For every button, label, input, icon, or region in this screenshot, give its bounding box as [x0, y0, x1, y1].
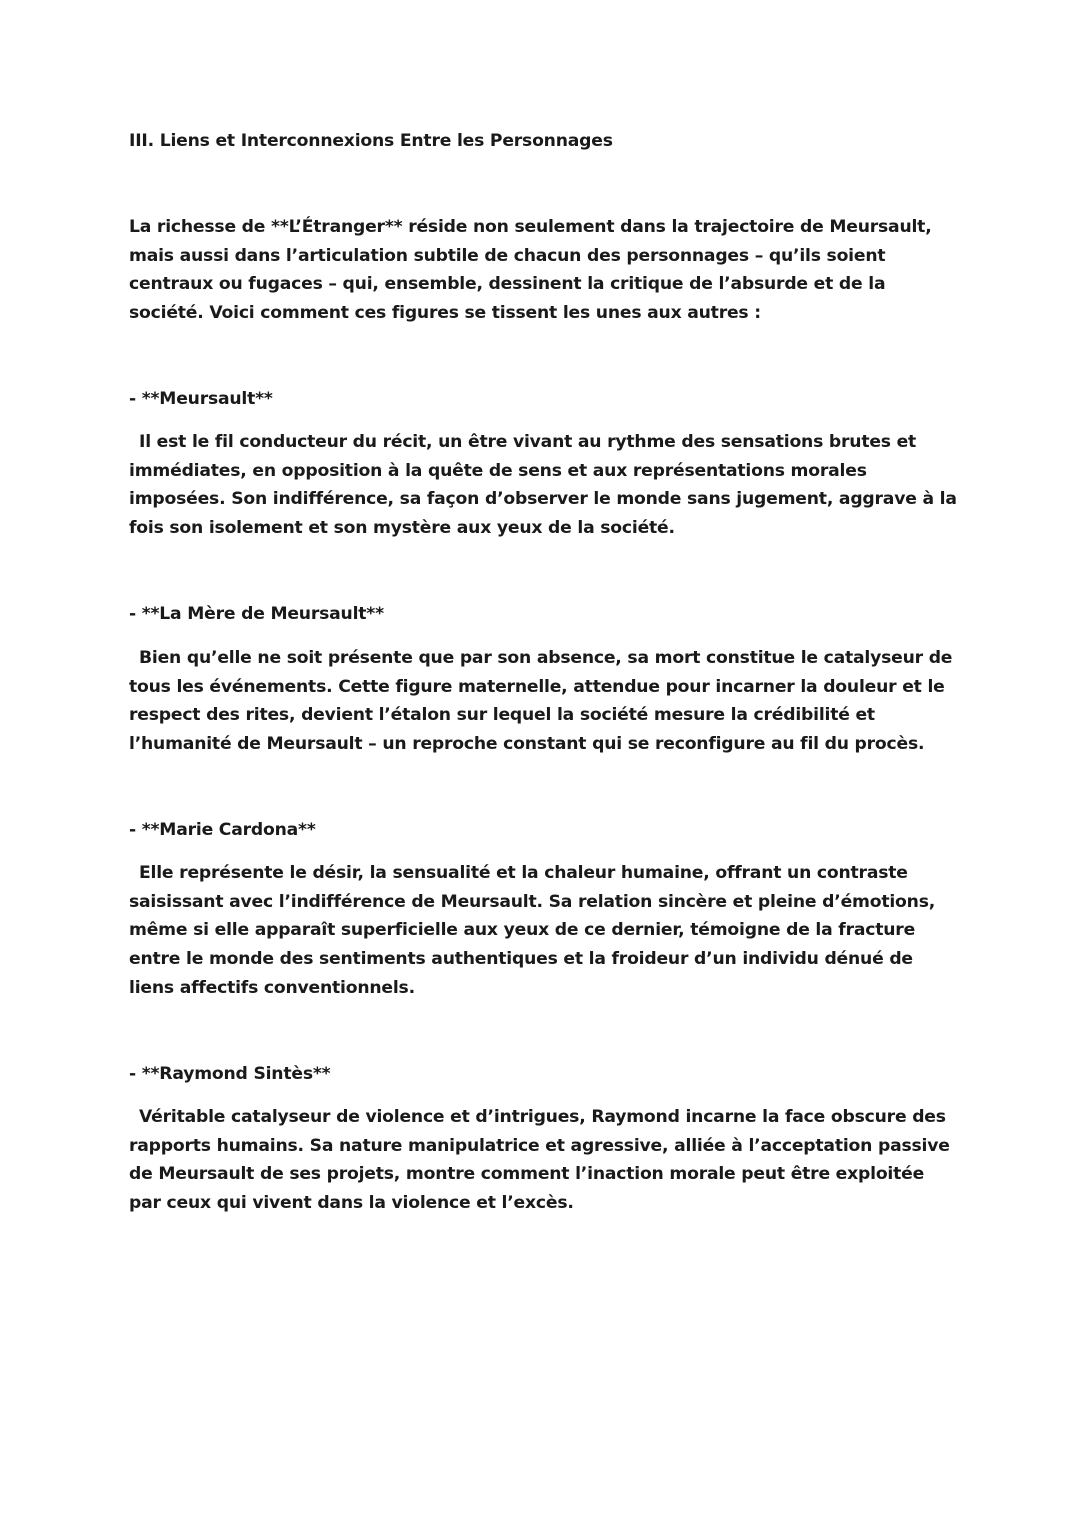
character-text-raymond: Véritable catalyseur de violence et d’intrigues, Raymond incarne la face obscure des rapports humains. Sa nature manipulatrice et agressive, alliée à l’acceptation passive de Meursault de ses projets, montre comment l’inaction morale peut être exploitée par ceux qui vivent dans la violence et l’excès.	[129, 1107, 950, 1214]
intro-paragraph: La richesse de **L’Étranger** réside non seulement dans la trajectoire de Meursault, mais aussi dans l’articulation subtile de chacun des personnages – qu’ils soient centraux ou fugaces – qui, ensemble, dessinent la critique de l’absurde et de la société. Voici comment ces figures se tissent les unes aux autres :	[129, 217, 932, 324]
section-heading: III. Liens et Interconnexions Entre les Personnages	[129, 131, 613, 151]
character-name-marie: - **Marie Cardona**	[129, 820, 316, 840]
character-text-mere: Bien qu’elle ne soit présente que par son absence, sa mort constitue le catalyseur de tous les événements. Cette figure maternelle, attendue pour incarner la douleur et le respect des rites, devient l’étalon sur lequel la société mesure la crédibilité et l’humanité de Meursault – un reproche constant qui se reconfigure au fil du procès.	[129, 648, 953, 755]
character-name-mere: - **La Mère de Meursault**	[129, 604, 384, 624]
character-name-raymond: - **Raymond Sintès**	[129, 1064, 331, 1084]
character-text-meursault: Il est le fil conducteur du récit, un être vivant au rythme des sensations brutes et immédiates, en opposition à la quête de sens et aux représentations morales imposées. Son indifférence, sa façon d’observer le monde sans jugement, aggrave à la fois son isolement et son mystère aux yeux de la société.	[129, 432, 957, 539]
character-text-marie: Elle représente le désir, la sensualité et la chaleur humaine, offrant un contraste saisissant avec l’indifférence de Meursault. Sa relation sincère et pleine d’émotions, même si elle apparaît superficielle aux yeux de ce dernier, témoigne de la fracture entre le monde des sentiments authentiques et la froideur d’un individu dénué de liens affectifs conventionnels.	[129, 863, 936, 998]
character-name-meursault: - **Meursault**	[129, 389, 273, 409]
